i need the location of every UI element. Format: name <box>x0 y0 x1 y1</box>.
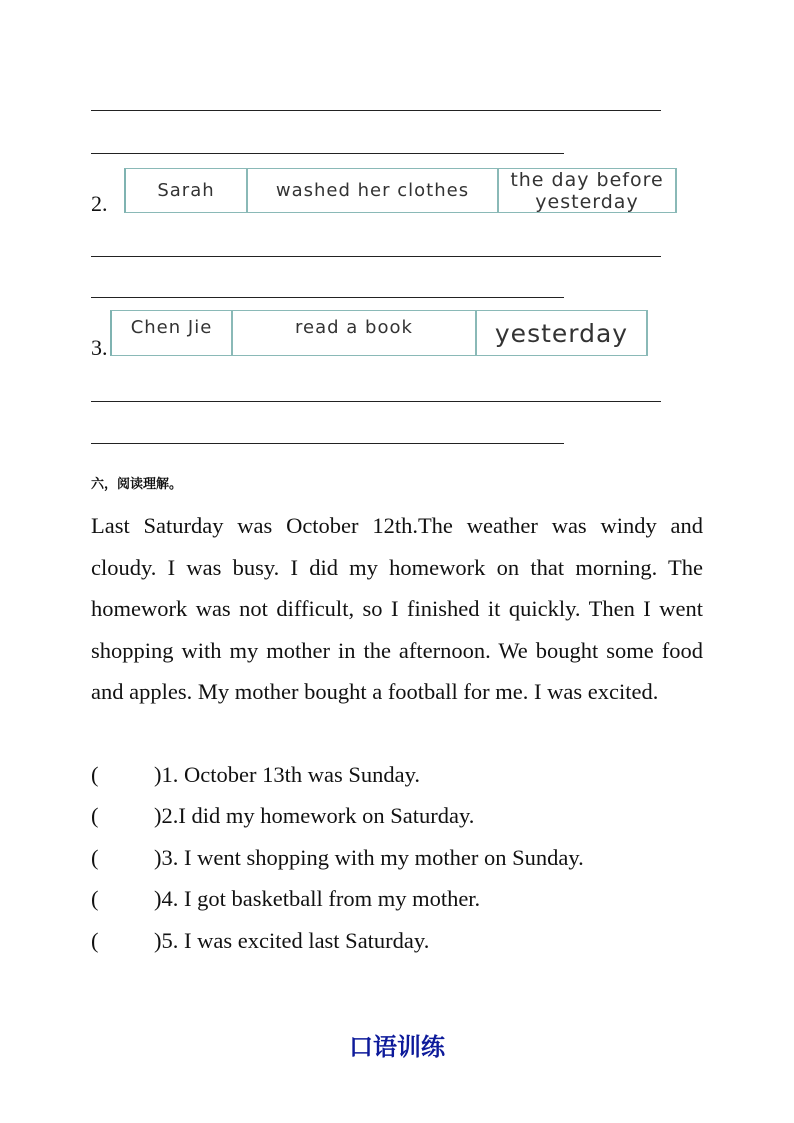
answer-blank[interactable]: ( <box>91 928 99 953</box>
passage-text: Last Saturday was October 12th.The weather was windy and cloudy. I was busy. I did my homework on that morning. The homework was not difficult, so I finished it quickly. Then I went shopping with my mother in the afternoon. We bought some food and apples. My mother bought a football for me. I was excited. <box>91 513 703 705</box>
answer-blank[interactable]: ( <box>91 845 99 870</box>
question-text: )3. I went shopping with my mother on Sunday. <box>154 845 584 870</box>
answer-line[interactable] <box>91 443 564 444</box>
cell-text: washed her clothes <box>275 180 470 201</box>
question-text: )4. I got basketball from my mother. <box>154 886 481 911</box>
answer-blank[interactable]: ( <box>91 886 99 911</box>
table-cell-activity <box>248 169 499 212</box>
item-number: 3. <box>91 335 108 360</box>
cell-text: Chen Jie <box>130 317 213 338</box>
table-cell-name <box>112 311 233 355</box>
answer-line[interactable] <box>91 297 564 298</box>
question-text: )5. I was excited last Saturday. <box>154 928 430 953</box>
table-cell-activity <box>233 311 477 355</box>
section-title: 六，阅读理解。 <box>91 477 183 492</box>
answer-blank[interactable]: ( <box>91 762 99 787</box>
cell-text: read a book <box>295 317 413 338</box>
cell-text: yesterday <box>494 318 629 348</box>
footer-title: 口语训练 <box>349 1033 445 1061</box>
answer-line[interactable] <box>91 401 661 402</box>
question-text: )2.I did my homework on Saturday. <box>154 803 475 828</box>
answer-blank[interactable]: ( <box>91 803 99 828</box>
table-cell-name <box>126 169 248 212</box>
prompt-table <box>124 168 677 213</box>
answer-line[interactable] <box>91 256 661 257</box>
answer-line[interactable] <box>91 110 661 111</box>
reading-passage <box>91 505 703 713</box>
table-cell-time <box>477 311 647 355</box>
cell-text: the day before yesterday <box>510 168 664 213</box>
table-cell-time <box>499 169 676 212</box>
cell-text: Sarah <box>157 180 215 201</box>
answer-line[interactable] <box>91 153 564 154</box>
item-number: 2. <box>91 191 108 216</box>
prompt-table <box>110 310 648 356</box>
question-text: )1. October 13th was Sunday. <box>154 762 420 787</box>
